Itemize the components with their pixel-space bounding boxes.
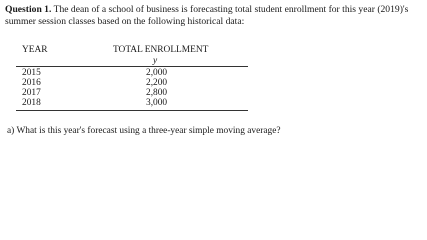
row-year: 2018	[22, 98, 41, 108]
row-enrollment: 2,200	[146, 78, 168, 88]
row-year: 2016	[22, 78, 41, 88]
table-top-rule	[16, 66, 248, 67]
question-label: Question 1.	[5, 4, 52, 15]
row-enrollment: 2,800	[146, 88, 168, 98]
table-bottom-rule	[16, 110, 248, 111]
subquestion-a: a) What is this year's forecast using a three-year simple moving average?	[7, 126, 281, 136]
question-text	[5, 4, 421, 27]
row-enrollment: 3,000	[146, 98, 168, 108]
column-header-enrollment: TOTAL ENROLLMENT	[113, 45, 209, 55]
row-year: 2015	[22, 68, 41, 78]
column-header-year: YEAR	[22, 45, 48, 55]
row-enrollment: 2,000	[146, 68, 168, 78]
row-year: 2017	[22, 88, 41, 98]
column-symbol-y: y	[153, 56, 158, 66]
question-body: The dean of a school of business is forecasting total student enrollment for this year (2019)'s summer session classes based on the following historical data:	[5, 4, 409, 27]
